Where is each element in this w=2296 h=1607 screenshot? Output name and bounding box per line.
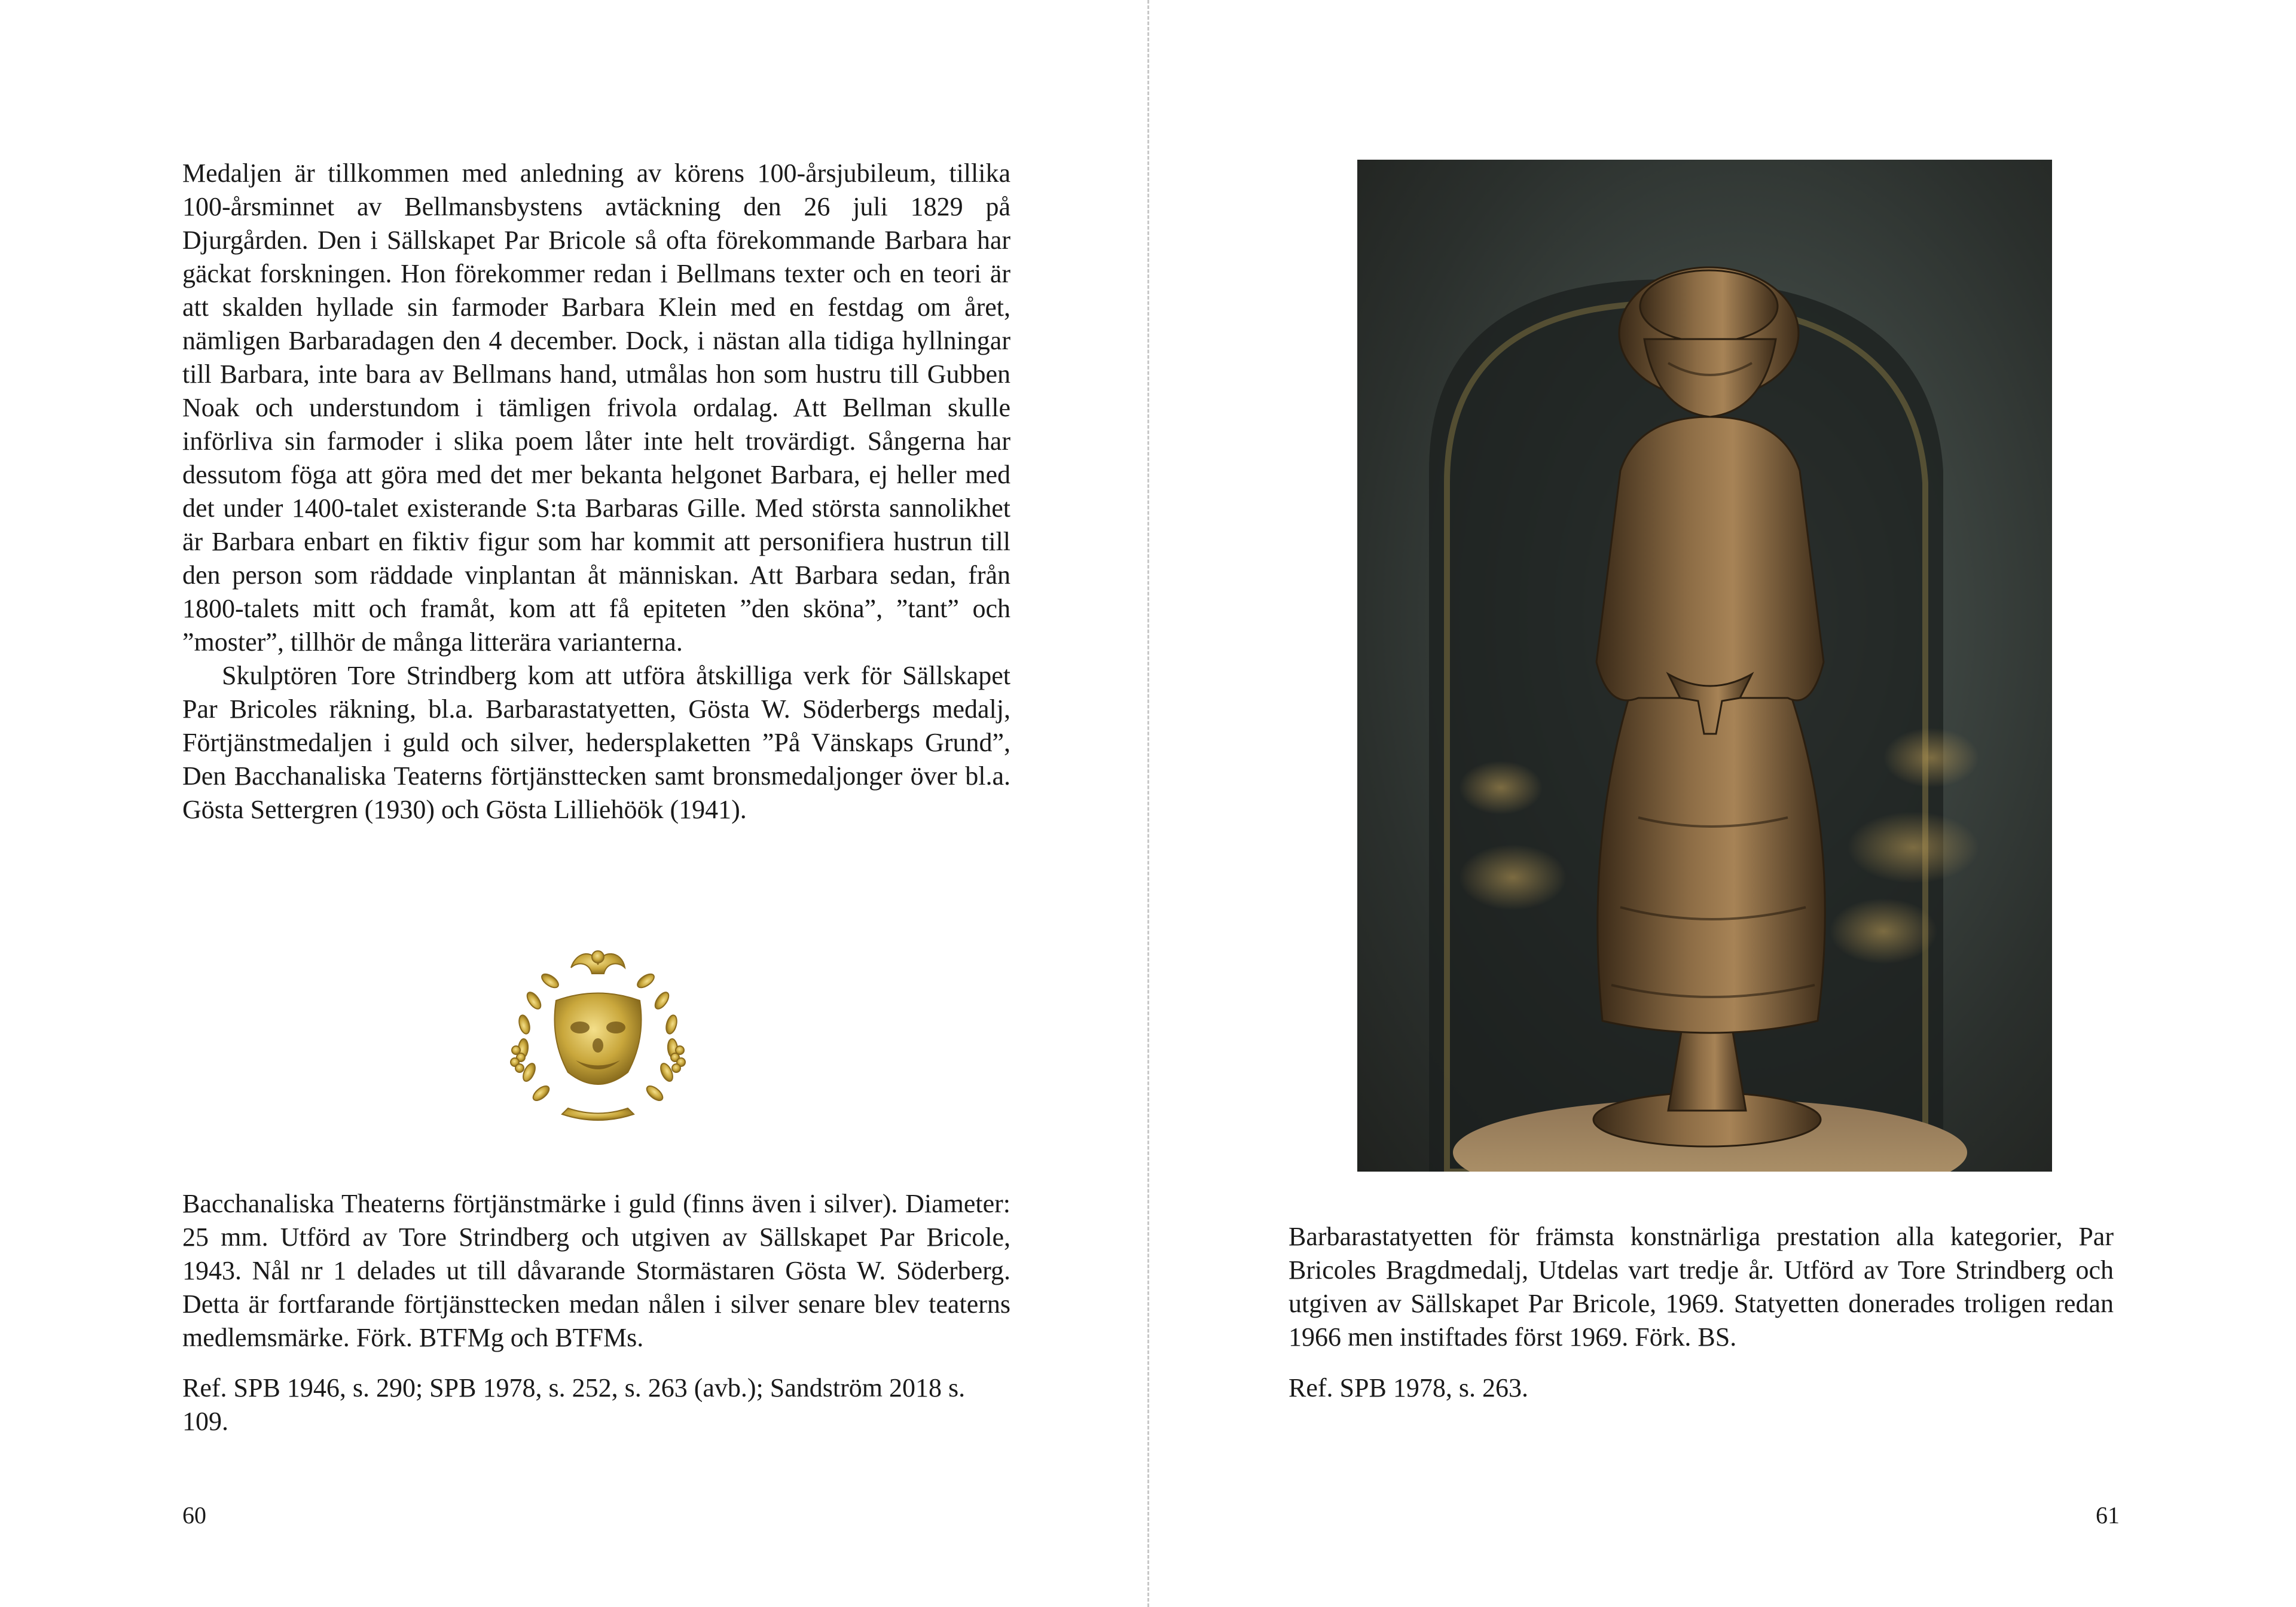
right-reference: Ref. SPB 1978, s. 263. — [1289, 1373, 1528, 1402]
left-body-text — [182, 157, 1010, 827]
page-number-left: 60 — [182, 1502, 206, 1529]
badge-caption — [182, 1187, 1010, 1355]
statuette-caption — [1289, 1220, 2114, 1354]
barbara-statuette-photo — [1357, 160, 2052, 1172]
page-gutter — [1147, 0, 1149, 1607]
statuette-caption-text: Barbarastatyetten för främsta konstnärliga prestation alla kategorier, Par Bricoles Bragdmedalj, Utdelas vart tredje år. Utförd av Tore Strindberg och utgiven av Sällskapet Par Bricole, 1969. Statyetten donerades troligen redan 1966 men instiftades först 1969. Förk. BS. — [1289, 1222, 2114, 1352]
theater-merit-badge-image — [505, 944, 691, 1132]
body-paragraph: Skulptören Tore Strindberg kom att utföra åtskilliga verk för Sällskapet Par Bricoles räkning, bl.a. Barbarastatyetten, Gösta W. Söderbergs medalj, Förtjänstmedaljen i guld och silver, hedersplaketten ”På Vänskaps Grund”, Den Bacchanaliska Teaterns förtjänsttecken samt bronsmedaljonger över bl.a. Gösta Settergren (1930) och Gösta Lilliehöök (1941). — [182, 661, 1010, 824]
left-reference: Ref. SPB 1946, s. 290; SPB 1978, s. 252, s. 263 (avb.); Sandström 2018 s. 109. — [182, 1373, 966, 1436]
page-number-right: 61 — [2096, 1502, 2120, 1529]
body-paragraph: Medaljen är tillkommen med anledning av körens 100-årsjubileum, tillika 100-årsminnet av Bellmansbystens avtäckning den 26 juli 1829 på Djurgården. Den i Sällskapet Par Bricole så ofta förekommande Barbara har gäckat forskningen. Hon förekommer redan i Bellmans texter och en teori är att skalden hyllade sin farmoder Barbara Klein med en festdag om året, nämligen Barbaradagen den 4 december. Dock, i nästan alla tidiga hyllningar till Barbara, inte bara av Bellmans hand, utmålas hon som hustru till Gubben Noak och understundom i tämligen frivola ordalag. Att Bellman skulle införliva sin farmoder i slika poem låter inte helt trovärdigt. Sångerna har dessutom föga att göra med det mer bekanta helgonet Barbara, ej heller med det under 1400-talet existerande S:ta Barbaras Gille. Med största sannolikhet är Barbara enbart en fiktiv figur som har kommit att personifiera hustrun till den person som räddade vinplantan åt människan. Att Barbara sedan, från 1800-talets mitt och framåt, kom att få epiteten ”den sköna”, ”tant” och ”moster”, tillhör de många litterära varianterna. — [182, 158, 1010, 657]
badge-caption-text: Bacchanaliska Theaterns förtjänstmärke i guld (finns även i silver). Diameter: 25 mm. Utförd av Tore Strindberg och utgiven av Sällskapet Par Bricole, 1943. Nål nr 1 delades ut till dåvarande Stormästaren Gösta W. Söderberg. Detta är fortfarande förtjänsttecken medan nålen i silver senare blev teaterns medlemsmärke. Förk. BTFMg och BTFMs. — [182, 1189, 1010, 1352]
